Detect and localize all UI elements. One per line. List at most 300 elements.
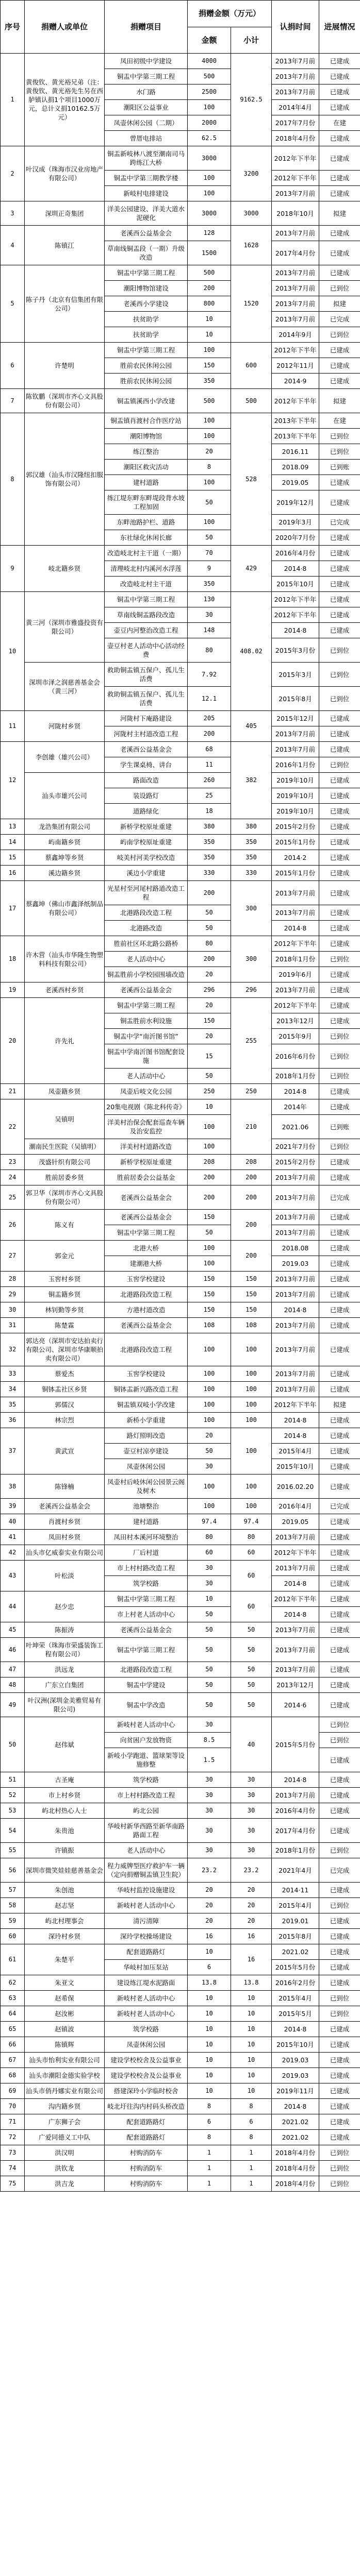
subtotal: 1 xyxy=(231,2145,272,2161)
pledge-date: 2012年下半年 xyxy=(272,592,319,607)
pledge-date: 2014·8 xyxy=(272,921,319,936)
row-number: 5 xyxy=(1,265,25,343)
progress-status: 已建成 xyxy=(319,226,360,241)
amount: 2500 xyxy=(188,84,231,100)
table-row xyxy=(1,1991,360,2006)
progress-status: 已到位 xyxy=(319,2006,360,2022)
donor-name: 朱楚平 xyxy=(25,1944,105,1975)
amount: 25 xyxy=(188,788,231,804)
progress-status: 已建成 xyxy=(319,773,360,788)
pledge-date: 2017年4月份 xyxy=(272,241,319,265)
donor-name: 吴镇明 xyxy=(25,1099,105,1139)
row-number: 7 xyxy=(1,389,25,413)
table-row xyxy=(1,1883,360,1898)
amount: 100 xyxy=(188,343,231,358)
row-number: 25 xyxy=(1,1185,25,1210)
amount: 13.8 xyxy=(188,1975,231,1991)
project-name: 凤壶休闲公园 xyxy=(105,1459,188,1475)
project-name: 筑学校路 xyxy=(105,1576,188,1591)
pledge-date: 2014·8 xyxy=(272,2022,319,2037)
project-name: 20集电视剧《陈北科传奇》 xyxy=(105,1099,188,1115)
row-number: 31 xyxy=(1,1318,25,1333)
table-row xyxy=(1,982,360,998)
pledge-date: 2018年10月 xyxy=(272,201,319,226)
amount: 50 xyxy=(188,905,231,921)
table-row xyxy=(1,389,360,413)
progress-status: 已到位 xyxy=(319,1044,360,1069)
row-number: 1 xyxy=(1,54,25,146)
amount: 500 xyxy=(188,389,231,413)
row-number: 48 xyxy=(1,1677,25,1693)
table-row xyxy=(1,936,360,952)
subtotal: 50 xyxy=(231,1638,272,1662)
subtotal: 9162.5 xyxy=(231,54,272,146)
progress-status: 已建成 xyxy=(319,1638,360,1662)
table-row xyxy=(1,1677,360,1693)
amount: 23.2 xyxy=(188,1858,231,1883)
amount: 7.92 xyxy=(188,663,231,687)
table-row xyxy=(1,1272,360,1287)
pledge-date: 2014年4月 xyxy=(272,100,319,115)
amount: 50 xyxy=(188,1677,231,1693)
header-status: 进展情况 xyxy=(319,1,360,54)
donor-name: 溪边籍乡贤 xyxy=(25,866,105,881)
donor-name: 洪远龙 xyxy=(25,1662,105,1677)
pledge-date: 2019.03 xyxy=(272,2068,319,2083)
table-row xyxy=(1,1717,360,1733)
donor-name: 郭金元 xyxy=(25,1241,105,1272)
pledge-date: 2015年4月 xyxy=(272,1898,319,1913)
row-number: 33 xyxy=(1,1366,25,1382)
project-name: 壶豆村老人活动中心活动经费 xyxy=(105,638,188,663)
amount: 50 xyxy=(188,1444,231,1459)
table-row xyxy=(1,2161,360,2176)
subtotal: 60 xyxy=(231,1591,272,1622)
progress-status: 已建成 xyxy=(319,1475,360,1499)
pledge-date: 2012年下半年 xyxy=(272,936,319,952)
row-number: 23 xyxy=(1,1155,25,1170)
amount: 200 xyxy=(188,726,231,742)
pledge-date: 2015年10月 xyxy=(272,577,319,592)
subtotal: 3200 xyxy=(231,146,272,201)
pledge-date: 2013年7月前 xyxy=(272,1225,319,1241)
progress-status: 已建成 xyxy=(319,1333,360,1366)
pledge-date: 2013年7月前 xyxy=(272,226,319,241)
project-name: 村购消防车 xyxy=(105,2161,188,2176)
project-name: 铜盂中学第三期工程 xyxy=(105,1225,188,1241)
project-name: 北港路段改造工程 xyxy=(105,905,188,921)
pledge-date: 2016年6月份 xyxy=(272,1044,319,1069)
donor-name: 郭儒汉 xyxy=(25,1397,105,1413)
progress-status: 已建成 xyxy=(319,1576,360,1591)
project-name: 凤壶休闲公园（二期） xyxy=(105,115,188,131)
amount: 10 xyxy=(188,327,231,343)
table-row xyxy=(1,1530,360,1545)
row-number: 4 xyxy=(1,226,25,265)
donor-name: 汕头市雄兴公司 xyxy=(25,773,105,819)
pledge-date: 2012年下半年 xyxy=(272,171,319,186)
row-number: 55 xyxy=(1,1843,25,1858)
row-number: 56 xyxy=(1,1858,25,1883)
row-number: 52 xyxy=(1,1788,25,1803)
amount: 8 xyxy=(188,460,231,475)
project-name: 光星村至河尾村路道改造工程 xyxy=(105,881,188,905)
progress-status: 已建成 xyxy=(319,1960,360,1975)
progress-status: 已完成 xyxy=(319,1185,360,1210)
table-row xyxy=(1,1413,360,1428)
project-name: 曾厝电排站 xyxy=(105,131,188,146)
amount: 50 xyxy=(188,1069,231,1084)
donor-name: 陈镇辉 xyxy=(25,2037,105,2053)
row-number: 12 xyxy=(1,742,25,819)
donor-name: 林宗烈 xyxy=(25,1413,105,1428)
table-row xyxy=(1,1302,360,1318)
project-name: 铜盂中学第三期工程 xyxy=(105,1638,188,1662)
project-name: 铜盂中学第三期教学楼 xyxy=(105,171,188,186)
project-name: 老溪西公益基金会 xyxy=(105,226,188,241)
amount: 1 xyxy=(188,2176,231,2192)
progress-status: 已建成 xyxy=(319,1287,360,1302)
subtotal: 330 xyxy=(231,866,272,881)
table-row xyxy=(1,663,360,687)
table-row xyxy=(1,881,360,905)
pledge-date: 2016.11 xyxy=(272,444,319,460)
donor-name: 黄武宣 xyxy=(25,1428,105,1475)
donor-name: 玉窖村乡贤 xyxy=(25,1272,105,1287)
donor-name: 汕头市亿威泰实业有限公司 xyxy=(25,1545,105,1561)
subtotal: 200 xyxy=(231,1185,272,1210)
table-row xyxy=(1,1397,360,1413)
project-name: 铜盂中学第三期工程 xyxy=(105,343,188,358)
amount: 10 xyxy=(188,2083,231,2099)
project-name: 清污清障 xyxy=(105,1913,188,1929)
donor-name: 洪钦龙 xyxy=(25,2161,105,2176)
donor-name: 屿南籍乡贤 xyxy=(25,835,105,850)
subtotal: 200 xyxy=(231,1210,272,1241)
pledge-date: 2013年7月前 xyxy=(272,1638,319,1662)
row-number: 13 xyxy=(1,819,25,835)
donor-name: 深玲村乡贤 xyxy=(25,1929,105,1944)
progress-status: 已建成 xyxy=(319,1366,360,1382)
amount: 30 xyxy=(188,1576,231,1591)
pledge-date: 2015年10月 xyxy=(272,2037,319,2053)
amount: 128 xyxy=(188,226,231,241)
subtotal: 23.2 xyxy=(231,1858,272,1883)
project-name: 老人活动中心 xyxy=(105,1069,188,1084)
pledge-date: 2013年7月前 xyxy=(272,1185,319,1210)
row-number: 47 xyxy=(1,1662,25,1677)
table-row xyxy=(1,1975,360,1991)
project-name: 水门路 xyxy=(105,84,188,100)
row-number: 42 xyxy=(1,1545,25,1561)
progress-status: 已建成 xyxy=(319,1302,360,1318)
table-row xyxy=(1,2114,360,2130)
progress-status: 已建成 xyxy=(319,577,360,592)
table-row xyxy=(1,1499,360,1514)
amount: 8.5 xyxy=(188,1733,231,1748)
amount: 30 xyxy=(188,1819,231,1843)
table-row xyxy=(1,1084,360,1099)
project-name: 洋美村村道路改造 xyxy=(105,1139,188,1155)
row-number: 16 xyxy=(1,866,25,881)
amount: 100 xyxy=(188,1382,231,1397)
amount: 148 xyxy=(188,623,231,638)
donor-name: 广爱同德义工中队 xyxy=(25,2130,105,2145)
row-number: 32 xyxy=(1,1333,25,1366)
progress-status: 已到位 xyxy=(319,444,360,460)
progress-status: 已建成 xyxy=(319,100,360,115)
donor-name: 许楚明 xyxy=(25,343,105,389)
donor-name: 赵志坚 xyxy=(25,1898,105,1913)
header-no: 序号 xyxy=(1,1,25,54)
progress-status: 已建成 xyxy=(319,2053,360,2068)
table-row xyxy=(1,1929,360,1944)
row-number: 66 xyxy=(1,2037,25,2053)
progress-status: 已完成 xyxy=(319,1858,360,1883)
project-name: 华岐村监控设施建设 xyxy=(105,1883,188,1898)
amount: 20 xyxy=(188,1898,231,1913)
project-name: 新桥学校原址重建 xyxy=(105,819,188,835)
table-row xyxy=(1,1803,360,1819)
table-row xyxy=(1,1185,360,1210)
subtotal: 100 xyxy=(231,1413,272,1428)
subtotal: 100 xyxy=(231,1475,272,1499)
row-number: 63 xyxy=(1,1991,25,2006)
donor-name: 老溪西公益基金会 xyxy=(25,1499,105,1514)
subtotal: 60 xyxy=(231,1545,272,1561)
project-name: 河陇村主村道改造工程 xyxy=(105,726,188,742)
project-name: 老溪西公益基金会 xyxy=(105,1622,188,1638)
progress-status: 已建成 xyxy=(319,1013,360,1029)
amount: 15 xyxy=(188,1044,231,1069)
amount: 100 xyxy=(188,413,231,429)
row-number: 30 xyxy=(1,1302,25,1318)
table-row xyxy=(1,146,360,171)
amount: 62.5 xyxy=(188,131,231,146)
pledge-date: 2015年12月 xyxy=(272,711,319,726)
pledge-date: 2019年10月 xyxy=(272,788,319,804)
amount: 150 xyxy=(188,358,231,374)
row-number: 72 xyxy=(1,2130,25,2145)
project-name: 铜盂中学第三期工程 xyxy=(105,69,188,84)
table-row xyxy=(1,2068,360,2083)
donor-name: 赵镇波 xyxy=(25,2022,105,2037)
row-number: 57 xyxy=(1,1883,25,1898)
table-row xyxy=(1,1475,360,1499)
progress-status: 已建成 xyxy=(319,1318,360,1333)
table-row xyxy=(1,835,360,850)
pledge-date: 2016年4月份 xyxy=(272,1803,319,1819)
donor-name: 凤壶籍乡贤 xyxy=(25,1084,105,1099)
subtotal: 8 xyxy=(231,2130,272,2145)
progress-status: 已建成 xyxy=(319,146,360,171)
amount: 108 xyxy=(188,1318,231,1333)
pledge-date: 2018年4月份 xyxy=(272,2161,319,2176)
project-name: 北港路段改造工程 xyxy=(105,1333,188,1366)
progress-status: 已建成 xyxy=(319,905,360,921)
project-name: 草南线铜盂段（一期）升级改造 xyxy=(105,241,188,265)
subtotal: 10 xyxy=(231,2037,272,2053)
progress-status: 已建成 xyxy=(319,819,360,835)
subtotal: 100 xyxy=(231,1333,272,1366)
pledge-date: 2015年5月 xyxy=(272,2006,319,2022)
amount: 10 xyxy=(188,1099,231,1115)
pledge-date: 2019年3月 xyxy=(272,515,319,530)
donor-name: 广东立白集团 xyxy=(25,1677,105,1693)
row-number: 40 xyxy=(1,1514,25,1530)
table-row xyxy=(1,54,360,69)
progress-status: 已建成 xyxy=(319,265,360,281)
progress-status: 已到位 xyxy=(319,1843,360,1858)
progress-status: 已建成 xyxy=(319,742,360,757)
donor-name: 朱亚文 xyxy=(25,1975,105,1991)
progress-status: 已建成 xyxy=(319,1514,360,1530)
table-row xyxy=(1,1898,360,1913)
table-row xyxy=(1,711,360,726)
table-row xyxy=(1,1662,360,1677)
pledge-date: 2013年7月前 xyxy=(272,1210,319,1225)
donor-name: 叶汉成（珠海市汉业房地产有限公司） xyxy=(25,146,105,201)
amount: 380 xyxy=(188,819,231,835)
pledge-date: 2019.05 xyxy=(272,1514,319,1530)
table-row xyxy=(1,265,360,281)
amount: 10 xyxy=(188,2053,231,2068)
donor-name: 蔡鑫坤（佛山市鑫泽纸制品有限公司） xyxy=(25,881,105,936)
subtotal: 50 xyxy=(231,1693,272,1717)
progress-status: 已建成 xyxy=(319,475,360,490)
table-row xyxy=(1,1843,360,1858)
pledge-date: 2012年下半年 xyxy=(272,146,319,171)
row-number: 10 xyxy=(1,592,25,711)
progress-status: 已到位 xyxy=(319,1717,360,1733)
table-row xyxy=(1,1333,360,1366)
header-amount-group: 捐赠金额（万元） xyxy=(188,1,272,27)
table-row xyxy=(1,1428,360,1444)
table-row xyxy=(1,819,360,835)
donor-name: 潮南民生医院（吴镇明） xyxy=(25,1139,105,1155)
pledge-date: 2014·8 xyxy=(272,1084,319,1099)
project-name: 铜盂中学建设 xyxy=(105,1677,188,1693)
pledge-date: 2014年9月 xyxy=(272,327,319,343)
project-name: 村购消防车 xyxy=(105,2176,188,2192)
row-number: 2 xyxy=(1,146,25,201)
project-name: 练江堤东畔东畔堤段背水坡工程加固 xyxy=(105,490,188,515)
project-name: 建设学校校舍及公益事业 xyxy=(105,2068,188,2083)
row-number: 51 xyxy=(1,1772,25,1788)
progress-status: 已建成 xyxy=(319,998,360,1013)
project-name: 铜盂胜前小学校园围墙改造 xyxy=(105,967,188,982)
donor-name: 老溪西村乡贤 xyxy=(25,982,105,998)
subtotal: 30 xyxy=(231,1843,272,1858)
project-name: 道路绿化 xyxy=(105,804,188,819)
progress-status: 已建成 xyxy=(319,982,360,998)
project-name: 建村道路 xyxy=(105,1514,188,1530)
pledge-date: 2019.01 xyxy=(272,1913,319,1929)
pledge-date: 2019.05 xyxy=(272,475,319,490)
donor-name: 蔡爱杰 xyxy=(25,1366,105,1382)
row-number: 6 xyxy=(1,343,25,389)
donor-name: 洪吉龙 xyxy=(25,2176,105,2192)
project-name: 铜盂镇肖渡村合作医疗站 xyxy=(105,413,188,429)
amount: 20 xyxy=(188,967,231,982)
row-number: 29 xyxy=(1,1287,25,1302)
progress-status: 已建成 xyxy=(319,530,360,546)
table-row xyxy=(1,1170,360,1185)
donor-name: 龙浩集团有限公司 xyxy=(25,819,105,835)
amount: 10 xyxy=(188,1991,231,2006)
project-name: 北港大桥 xyxy=(105,1241,188,1256)
amount: 10 xyxy=(188,2022,231,2037)
progress-status: 已建成 xyxy=(319,374,360,389)
amount: 80 xyxy=(188,936,231,952)
subtotal: 210 xyxy=(231,1099,272,1155)
project-name: 配套道路路灯 xyxy=(105,2130,188,2145)
amount: 30 xyxy=(188,1843,231,1858)
subtotal: 10 xyxy=(231,1991,272,2006)
donor-name: 肖渡村乡贤 xyxy=(25,1514,105,1530)
pledge-date: 2013年7月前 xyxy=(272,69,319,84)
table-row xyxy=(1,1819,360,1843)
progress-status: 已建成 xyxy=(319,69,360,84)
table-row xyxy=(1,1944,360,1960)
progress-status: 已到位 xyxy=(319,952,360,967)
row-number: 22 xyxy=(1,1099,25,1155)
donor-name: 黄三河（深圳市雅盛投资有限公司） xyxy=(25,592,105,663)
amount: 150 xyxy=(188,1272,231,1287)
donor-name: 陈子丹（北京有信集团有限公司） xyxy=(25,265,105,343)
pledge-date: 2015年4月 xyxy=(272,1444,319,1459)
pledge-date: 2014·8 xyxy=(272,1576,319,1591)
amount: 200 xyxy=(188,281,231,296)
project-name: 装设路灯 xyxy=(105,788,188,804)
progress-status: 已完成 xyxy=(319,515,360,530)
amount: 20 xyxy=(188,1913,231,1929)
amount: 500 xyxy=(188,265,231,281)
project-name: 北港路段改造工程 xyxy=(105,1287,188,1302)
pledge-date: 2016年4月 xyxy=(272,1499,319,1514)
amount: 130 xyxy=(188,592,231,607)
amount: 30 xyxy=(188,1459,231,1475)
pledge-date: 2018年1月份 xyxy=(272,952,319,967)
subtotal: 6 xyxy=(231,2114,272,2130)
row-number: 15 xyxy=(1,850,25,866)
subtotal: 208 xyxy=(231,1155,272,1170)
project-name: 池塘整治 xyxy=(105,1499,188,1514)
project-name: 胜前农民休闲公园 xyxy=(105,374,188,389)
progress-status: 已建成 xyxy=(319,1444,360,1459)
project-name: 程力威牌型医疗救护车一辆（定向捐赠铜盂镇卫生院） xyxy=(105,1858,188,1883)
pledge-date: 2021.06 xyxy=(272,1115,319,1139)
project-name: 老溪西公益基金会 xyxy=(105,1185,188,1210)
amount: 10 xyxy=(188,2068,231,2083)
project-name: 清理岐北村内溪河水浮莲 xyxy=(105,561,188,577)
project-name: 铜盂镇溪西小学改建 xyxy=(105,389,188,413)
project-name: 市上村村路改造工程 xyxy=(105,1788,188,1803)
project-name: 岐北圩往沟内村码头桥改造 xyxy=(105,2099,188,2114)
donor-name: 屿北村理事会 xyxy=(25,1913,105,1929)
amount: 350 xyxy=(188,374,231,389)
subtotal: 30 xyxy=(231,1788,272,1803)
progress-status: 已建成 xyxy=(319,1607,360,1622)
progress-status: 已到位 xyxy=(319,1898,360,1913)
project-name: 老溪西小学建设 xyxy=(105,296,188,312)
amount: 10 xyxy=(188,2037,231,2053)
donor-name: 胜前居委乡贤 xyxy=(25,1170,105,1185)
pledge-date: 2019年12月 xyxy=(272,490,319,515)
amount: 4000 xyxy=(188,54,231,69)
subtotal: 16 xyxy=(231,1929,272,1944)
progress-status: 已到位 xyxy=(319,1991,360,2006)
